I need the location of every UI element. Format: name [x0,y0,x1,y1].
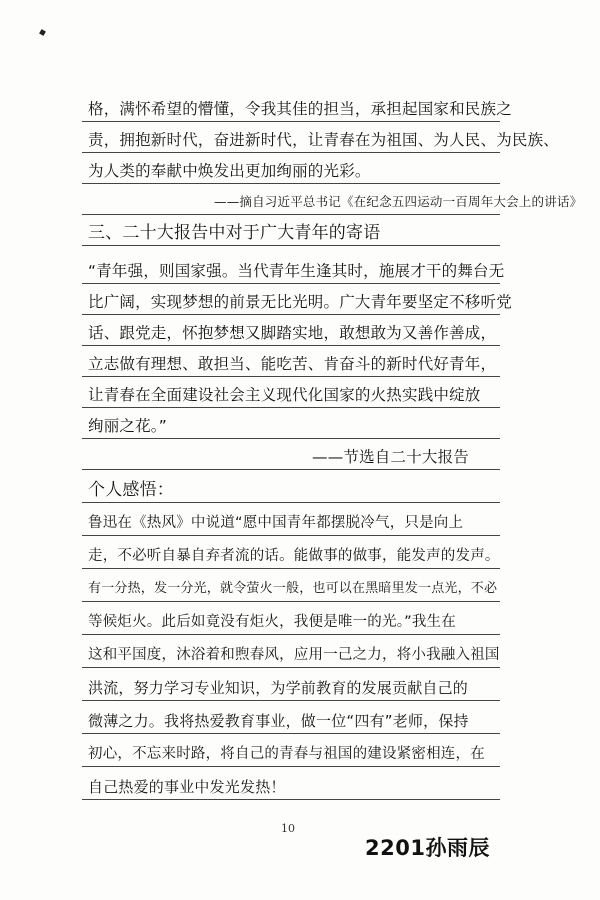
quote-text-line: “青年强，则国家强。当代青年生逢其时，施展才干的舞台无 [88,262,505,280]
ruled-line [82,121,500,122]
ruled-line [82,568,500,569]
scan-mark [39,29,46,36]
quote-text-line: 立志做有理想、敢担当、能吃苦、肯奋斗的新时代好青年， [88,355,497,373]
ruled-line [82,345,500,346]
ruled-line [82,376,500,377]
ruled-line [82,438,500,439]
quote-attribution: ——摘自习近平总书记《在纪念五四运动一百周年大会上的讲话》 [214,194,583,209]
ruled-line [82,634,500,635]
ruled-line [82,799,500,800]
ruled-line [82,245,500,246]
reflection-text-line: 这和平国度，沐浴着和煦春风，应用一己之力，将小我融入祖国 [88,647,500,663]
body-text-line: 格，满怀希望的懵懂，令我其佳的担当，承担起国家和民族之 [88,100,512,118]
body-text-line: 为人类的奉献中焕发出更加绚丽的光彩。 [88,162,371,180]
ruled-line [82,283,500,284]
reflection-text-line: 鲁迅在《热风》中说道“愿中国青年都摆脱冷气，只是向上 [88,515,464,531]
quote-text-line: 绚丽之花。” [88,417,167,435]
ruled-line [82,183,500,184]
reflection-text-line: 走，不必听自暴自弃者流的话。能做事的做事，能发声的发声。 [88,548,500,564]
ruled-line [82,502,500,503]
quote-text-line: 比广阔，实现梦想的前景无比光明。广大青年要坚定不移听党 [88,293,512,311]
reflection-text-line: 自己热爱的事业中发光发热！ [88,778,286,796]
section-heading-reflection: 个人感悟： [88,480,174,500]
ruled-line [82,407,500,408]
section-heading: 三、二十大报告中对于广大青年的寄语 [88,223,381,243]
ruled-line [82,314,500,315]
reflection-text-line: 洪流，努力学习专业知识，为学前教育的发展贡献自己的 [88,679,469,697]
ruled-line [82,535,500,536]
page-number: 10 [281,822,295,835]
author-signature: 2201孙雨辰 [365,836,490,860]
quote-text-line: 话、跟党走，怀抱梦想又脚踏实地，敢想敢为又善作善成， [88,324,497,342]
ruled-line [82,700,500,701]
quote-text-line: 让青春在全面建设社会主义现代化国家的火热实践中绽放 [88,386,481,404]
body-text-line: 责，拥抱新时代，奋进新时代，让青春在为祖国、为人民、为民族、 [88,131,560,149]
ruled-line [82,667,500,668]
report-attribution: ——节选自二十大报告 [312,448,470,466]
reflection-text-line: 等候炬火。此后如竟没有炬火，我便是唯一的光。”我生在 [88,614,456,630]
ruled-line [82,601,500,602]
ruled-line [82,214,500,215]
ruled-line [82,152,500,153]
reflection-text-line: 初心，不忘来时路，将自己的青春与祖国的建设紧密相连，在 [88,746,485,762]
ruled-line [82,766,500,767]
reflection-text-line: 有一分热，发一分光，就令萤火一般，也可以在黑暗里发一点光，不必 [88,581,498,596]
ruled-line [82,469,500,470]
reflection-text-line: 微薄之力。我将热爱教育事业，做一位“四有”老师，保持 [88,712,469,730]
ruled-line [82,733,500,734]
